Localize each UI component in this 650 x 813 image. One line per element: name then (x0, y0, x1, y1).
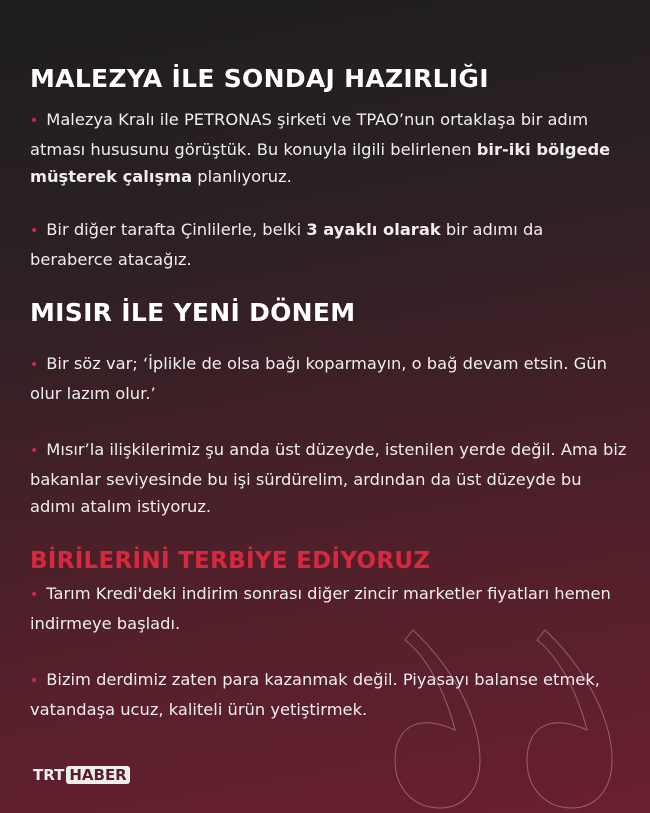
heading-terbiye: BİRİLERİNİ TERBİYE EDİYORUZ (30, 548, 431, 574)
bullet-icon: • (30, 673, 39, 689)
bullet-icon: • (30, 587, 39, 603)
heading-malezya: MALEZYA İLE SONDAJ HAZIRLIĞI (30, 64, 489, 93)
paragraph: • Bir diğer tarafta Çinlilerle, belki 3 ayaklı olarak bir adımı da beraberce atacağız. (30, 220, 544, 269)
paragraph: • Malezya Kralı ile PETRONAS şirketi ve TPAO’nun ortaklaşa bir adım atması hususunu görüştük. Bu konuyla ilgili belirlenen bir-iki bölgede müşterek çalışma planlıyoruz. (30, 110, 611, 186)
paragraph: • Mısır’la ilişkilerimiz şu anda üst düzeyde, istenilen yerde değil. Ama biz bakanlar seviyesinde bu işi sürdürelim, ardından da üst düzeyde bu adımı atalım istiyoruz. (30, 440, 627, 516)
quote-mark-icon (385, 620, 645, 810)
paragraph: • Tarım Kredi'deki indirim sonrası diğer zincir marketler fiyatları hemen indirmeye başladı. (30, 584, 611, 633)
paragraph: • Bir söz var; ‘İplikle de olsa bağı koparmayın, o bağ devam etsin. Gün olur lazım olur.’ (30, 354, 607, 403)
bullet-icon: • (30, 357, 39, 373)
trt-haber-logo: TRT HABER (33, 766, 130, 784)
paragraph: • Bizim derdimiz zaten para kazanmak değil. Piyasayı balanse etmek, vatandaşa ucuz, kaliteli ürün yetiştirmek. (30, 670, 600, 719)
heading-misir: MISIR İLE YENİ DÖNEM (30, 298, 356, 327)
bullet-icon: • (30, 223, 39, 239)
bullet-icon: • (30, 443, 39, 459)
bullet-icon: • (30, 113, 39, 129)
